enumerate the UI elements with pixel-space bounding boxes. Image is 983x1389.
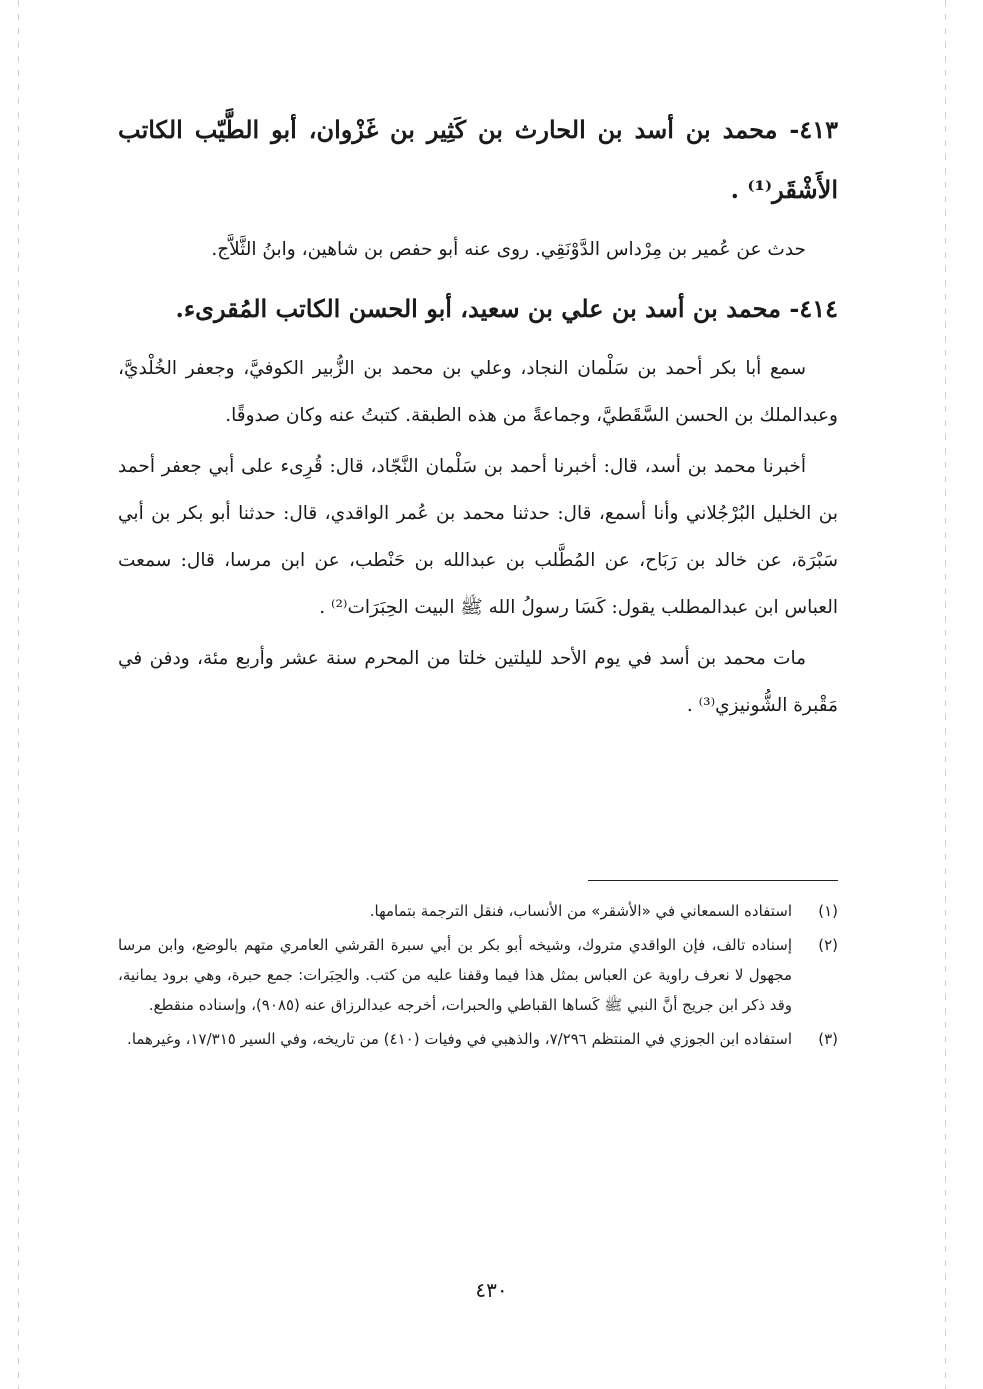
entry-heading-413: ٤١٣- محمد بن أسد بن الحارث بن كَثِير بن غَزْوان، أبو الطَّيّب الكاتب الأَشْقَر⁽¹⁾ .: [118, 115, 838, 204]
footnote-2: [118, 930, 838, 1020]
entry-heading-414: ٤١٤- محمد بن أسد بن علي بن سعيد، أبو الحسن الكاتب المُقرىء.: [175, 294, 838, 323]
footnote-3: [118, 1024, 838, 1054]
entry-414-paragraph-2: أخبرنا محمد بن أسد، قال: أخبرنا أحمد بن سَلْمان النَّجّاد، قال: قُرِىء على أبي جعفر أحمد بن الخليل البُرْجُلاني وأنا أسمع، قال: حدثنا محمد بن عُمر الواقدي، قال: حدثنا أبو بكر بن أبي سَبْرَة، عن خالد بن رَبَاح، عن المُطَّلب بن عبدالله بن حَنْطب، عن ابن مرسا، قال: سمعت العباس ابن عبدالمطلب يقول: كَسَا رسولُ الله ﷺ البيت الحِبَرَات⁽²⁾ .: [118, 456, 838, 618]
footnote-text: استفاده السمعاني في «الأشقر» من الأنساب، فنقل الترجمة بتمامها.: [369, 902, 792, 920]
page-number: ٤٣٠: [475, 1278, 508, 1302]
footnotes: [118, 896, 838, 1058]
scan-artifact-left: [18, 0, 19, 1389]
footnote-number: (١): [818, 902, 838, 920]
footnote-number: (٢): [818, 936, 838, 954]
footnote-1: [118, 896, 838, 926]
footnote-text: إسناده تالف، فإن الواقدي متروك، وشيخه أبو بكر بن أبي سبرة القرشي العامري متهم بالوضع، وابن مرسا مجهول لا نعرف راوية عن العباس بمثل هذا فيما وقفنا عليه من كتب. والحِبَرات: جمع حبرة، وهي برود يمانية، وقد ذكر ابن جريج أنَّ النبي ﷺ كَساها القباطي والحبرات، أخرجه عبدالرزاق عنه (٩٠٨٥)، وإسناده منقطع.: [118, 936, 792, 1014]
entry-413-paragraph-1: حدث عن عُمير بن مِرْداس الدَّوْنَقِي. روى عنه أبو حفص بن شاهين، وابنُ الثَّلاَّج.: [211, 239, 806, 260]
entry-414-paragraph-1: سمع أبا بكر أحمد بن سَلْمان النجاد، وعلي بن محمد بن الزُّبير الكوفيَّ، وجعفر الخُلْديَّ، وعبدالملك بن الحسن السَّقَطيَّ، وجماعةً من هذه الطبقة. كتبتُ عنه وكان صدوقًا.: [118, 358, 838, 426]
entry-414-paragraph-3: مات محمد بن أسد في يوم الأحد لليلتين خلتا من المحرم سنة عشر وأربع مئة، ودفن في مَقْبرة الشُّونيزي⁽³⁾ .: [118, 648, 838, 716]
footnote-text: استفاده ابن الجوزي في المنتظم ٧/٢٩٦، والذهبي في وفيات (٤١٠) من تاريخه، وفي السير ١٧/٣١٥، وغيرهما.: [127, 1030, 792, 1048]
main-text: [118, 100, 838, 729]
footnote-number: (٣): [818, 1030, 838, 1048]
footnote-separator: [588, 880, 838, 881]
scan-artifact-right: [945, 0, 946, 1389]
